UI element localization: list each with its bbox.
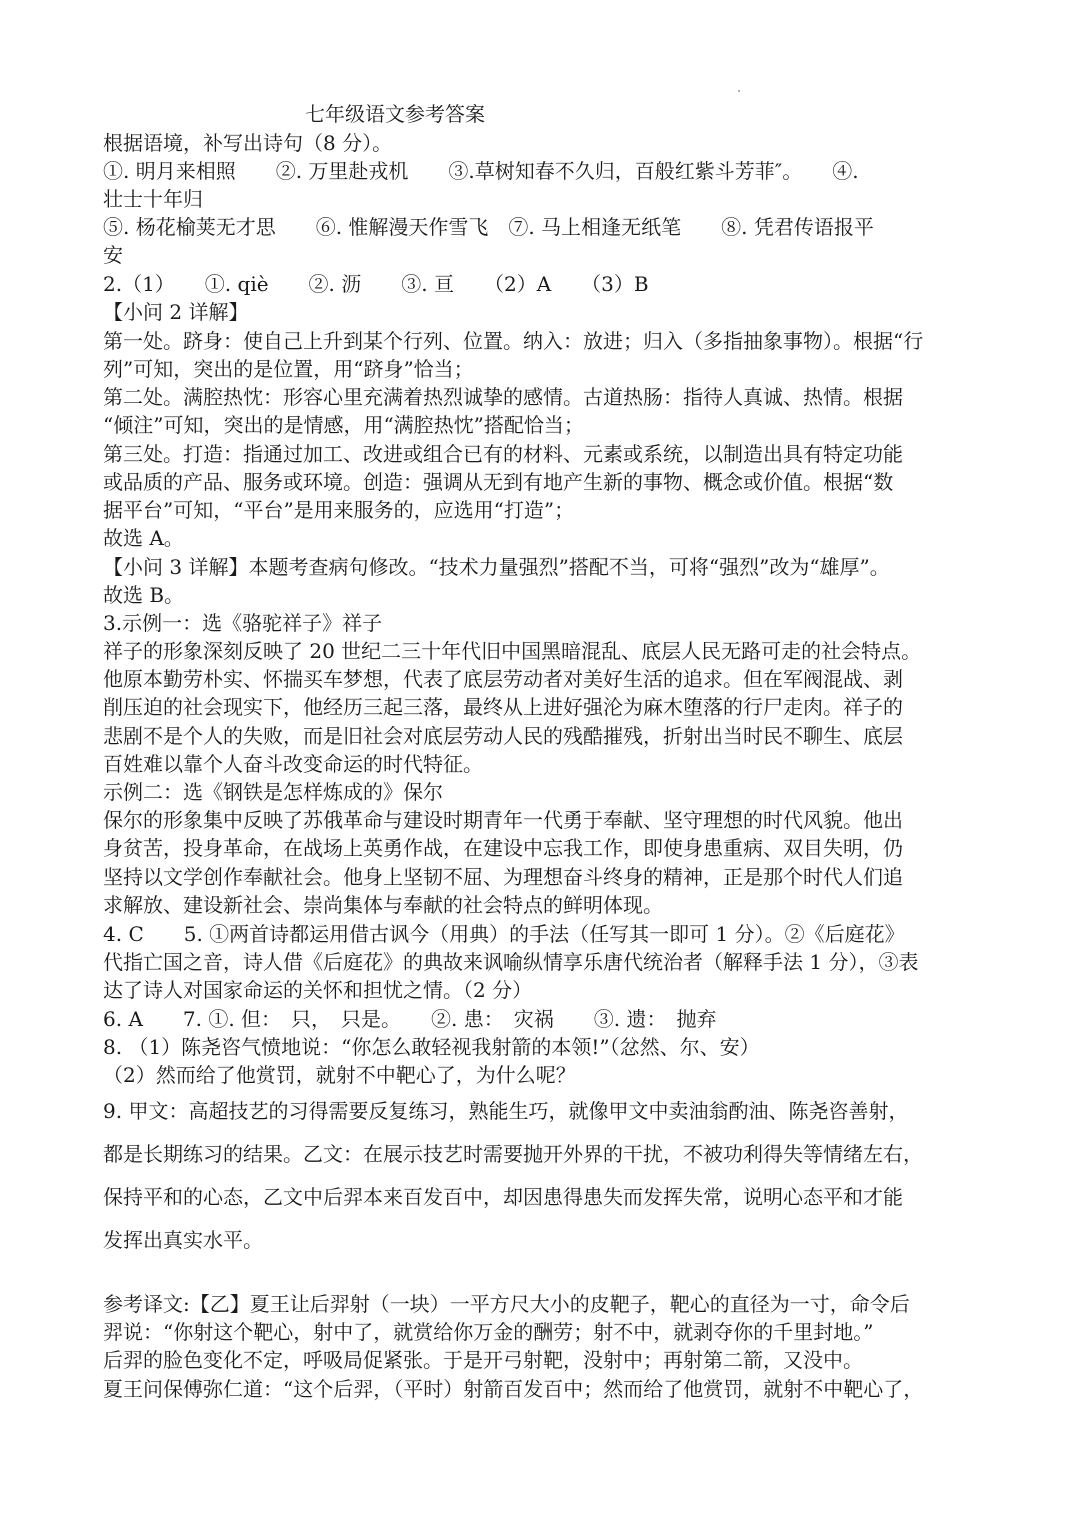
text-line: 3.示例一：选《骆驼祥子》祥子 [103,611,383,635]
text-line: 夏王问保傅弥仁道：“这个后羿，（平时）射箭百发百中；然而给了他赏罚，就射不中靶心了， [103,1377,924,1401]
text-line: 列”可知，突出的是位置，用“跻身”恰当； [103,357,474,381]
text-line: 保持平和的心态，乙文中后羿本来百发百中，却因患得患失而发挥失常，说明心态平和才能 [103,1185,903,1209]
text-line: 达了诗人对国家命运的关怀和担忧之情。（2 分） [103,978,533,1002]
text-line: 参考译文:【乙】夏王让后羿射（一块）一平方尺大小的皮靶子，靶心的直径为一寸，命令后 [103,1292,910,1316]
text-line: 4. C 5. ①两首诗都运用借古讽今（用典）的手法（任写其一即可 1 分）。②《后庭花》 [103,922,905,946]
text-line: 第二处。满腔热忱：形容心里充满着热烈诚挚的感情。古道热肠：指待人真诚、热情。根据 [103,385,903,409]
text-line: 壮士十年归 [103,187,203,211]
text-line: （2）然而给了他赏罚，就射不中靶心了，为什么呢？ [103,1063,576,1087]
text-line: 坚持以文学创作奉献社会。他身上坚韧不屈、为理想奋斗终身的精神，正是那个时代人们追 [103,865,903,889]
text-line: 悲剧不是个人的失败，而是旧社会对底层劳动人民的残酷摧残，折射出当时民不聊生、底层 [103,724,903,748]
text-line: 后羿的脸色变化不定，呼吸局促紧张。于是开弓射靶，没射中；再射第二箭，又没中。 [103,1348,863,1372]
text-line: 【小问 2 详解】 [103,300,249,324]
text-line: 第一处。跻身：使自己上升到某个行列、位置。纳入：放进；归入（多指抽象事物）。根据“行 [103,329,924,353]
scan-speck [738,90,740,92]
text-line: 求解放、建设新社会、崇尚集体与奉献的社会特点的鲜明体现。 [103,893,663,917]
text-line: “倾注”可知，突出的是情感，用“满腔热忱”搭配恰当； [103,413,584,437]
text-line: 6. A 7. ①. 但： 只， 只是。 ②. 患： 灾祸 ③. 遗： 抛弃 [103,1007,717,1031]
text-line: ①. 明月来相照 ②. 万里赴戎机 ③.草树知春不久归，百般红紫斗芳菲″。 ④. [103,159,859,183]
document-title: 七年级语文参考答案 [305,102,485,126]
text-line: 他原本勤劳朴实、怀揣买车梦想，代表了底层劳动者对美好生活的追求。但在军阀混战、剥 [103,667,903,691]
text-line: 2.（1） ①. qiè ②. 沥 ③. 亘 （2）A （3）B [103,272,649,296]
text-line: 都是长期练习的结果。乙文：在展示技艺时需要抛开外界的干扰，不被功利得失等情绪左右， [103,1142,923,1166]
text-line: 8. （1）陈尧咨气愤地说：“你怎么敢轻视我射箭的本领!”（忿然、尔、安） [103,1035,760,1059]
text-line: 安 [103,243,123,267]
text-line: 代指亡国之音，诗人借《后庭花》的典故来讽喻纵情享乐唐代统治者（解释手法 1 分），③表 [103,950,919,974]
text-line: 发挥出真实水平。 [103,1228,263,1252]
text-line: ⑤. 杨花榆荚无才思 ⑥. 惟解漫天作雪飞 ⑦. 马上相逢无纸笔 ⑧. 凭君传语报平 [103,215,874,239]
text-line: 或品质的产品、服务或环境。创造：强调从无到有地产生新的事物、概念或价值。根据“数 [103,470,894,494]
text-line: 百姓难以靠个人奋斗改变命运的时代特征。 [103,752,483,776]
text-line: 9. 甲文：高超技艺的习得需要反复练习，熟能生巧，就像甲文中卖油翁酌油、陈尧咨善射， [103,1099,909,1123]
text-line: 削压迫的社会现实下，他经历三起三落，最终从上进好强沦为麻木堕落的行尸走肉。祥子的 [103,695,903,719]
text-line: 据平台”可知，“平台”是用来服务的，应选用“打造”； [103,498,575,522]
text-line: 根据语境，补写出诗句（8 分）。 [103,131,393,155]
text-line: 第三处。打造：指通过加工、改进或组合已有的材料、元素或系统，以制造出具有特定功能 [103,442,903,466]
text-line: 祥子的形象深刻反映了 20 世纪二三十年代旧中国黑暗混乱、底层人民无路可走的社会特点。 [103,639,922,663]
text-line: 示例二：选《钢铁是怎样炼成的》保尔 [103,780,443,804]
text-line: 羿说：“你射这个靶心，射中了，就赏给你万金的酬劳；射不中，就剥夺你的千里封地。” [103,1320,874,1344]
text-line: 保尔的形象集中反映了苏俄革命与建设时期青年一代勇于奉献、坚守理想的时代风貌。他出 [103,808,903,832]
text-line: 故选 B。 [103,583,185,607]
text-line: 【小问 3 详解】本题考查病句修改。“技术力量强烈”搭配不当，可将“强烈”改为“雄厚”。 [103,555,890,579]
text-line: 身贫苦，投身革命，在战场上英勇作战，在建设中忘我工作，即使身患重病、双目失明，仍 [103,836,903,860]
text-line: 故选 A。 [103,526,184,550]
